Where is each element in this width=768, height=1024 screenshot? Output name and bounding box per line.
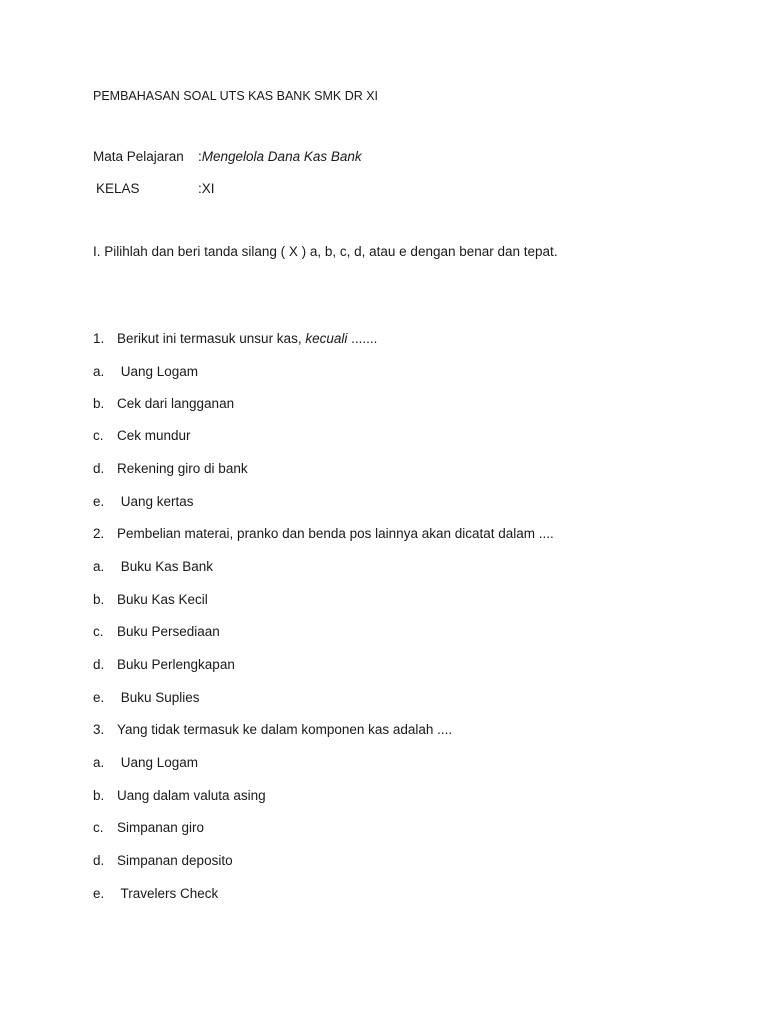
class-colon: : <box>198 181 202 196</box>
option-3c <box>93 820 204 836</box>
option-1d <box>93 461 248 477</box>
option-3a <box>93 755 198 771</box>
option-letter: c. <box>93 428 104 443</box>
option-text: Buku Persediaan <box>117 624 220 639</box>
option-letter: d. <box>93 853 105 868</box>
question-text: Pembelian materai, pranko dan benda pos lainnya akan dicatat dalam .... <box>117 526 554 541</box>
option-text: Simpanan giro <box>117 820 205 835</box>
option-1e <box>93 494 194 510</box>
question-text-italic: kecuali <box>305 331 348 346</box>
option-2e <box>93 690 200 706</box>
option-3b <box>93 788 266 804</box>
option-text: Cek mundur <box>117 428 191 443</box>
option-text: Uang Logam <box>117 755 199 770</box>
class-label: KELAS <box>96 181 140 196</box>
option-text: Uang Logam <box>117 364 199 379</box>
option-2d <box>93 657 235 673</box>
subject-value: Mengelola Dana Kas Bank <box>201 149 362 164</box>
option-text: Buku Perlengkapan <box>117 657 235 672</box>
option-letter: c. <box>93 820 104 835</box>
class-row <box>96 181 215 197</box>
class-value: XI <box>201 181 215 196</box>
instruction-text: I. Pilihlah dan beri tanda silang ( X ) a, b, c, d, atau e dengan benar dan tepat. <box>93 244 558 259</box>
question-number: 2. <box>93 526 105 541</box>
option-text: Buku Kas Kecil <box>117 592 208 607</box>
option-letter: d. <box>93 461 105 476</box>
question-text: Yang tidak termasuk ke dalam komponen kas adalah .... <box>117 722 453 737</box>
option-text: Cek dari langganan <box>117 396 235 411</box>
question-text-tail: ....... <box>347 331 378 346</box>
option-letter: e. <box>93 494 105 509</box>
option-text: Rekening giro di bank <box>117 461 248 476</box>
option-letter: a. <box>93 559 105 574</box>
option-letter: d. <box>93 657 105 672</box>
question-2 <box>93 526 554 542</box>
option-3e <box>93 886 218 902</box>
subject-colon: : <box>198 149 202 164</box>
option-letter: e. <box>93 886 105 901</box>
option-2c <box>93 624 220 640</box>
option-text: Uang kertas <box>117 494 194 509</box>
subject-row <box>93 149 362 165</box>
option-text: Buku Kas Bank <box>117 559 214 574</box>
question-1 <box>93 331 377 347</box>
question-3 <box>93 722 452 738</box>
option-letter: b. <box>93 396 105 411</box>
option-text: Travelers Check <box>117 886 219 901</box>
option-2a <box>93 559 213 575</box>
option-letter: e. <box>93 690 105 705</box>
question-number: 3. <box>93 722 105 737</box>
subject-label: Mata Pelajaran <box>93 149 184 164</box>
question-text: Berikut ini termasuk unsur kas, <box>117 331 306 346</box>
option-text: Uang dalam valuta asing <box>117 788 266 803</box>
option-text: Buku Suplies <box>117 690 200 705</box>
option-2b <box>93 592 208 608</box>
option-3d <box>93 853 233 869</box>
option-1b <box>93 396 234 412</box>
option-1a <box>93 364 198 380</box>
option-text: Simpanan deposito <box>117 853 233 868</box>
document-title: PEMBAHASAN SOAL UTS KAS BANK SMK DR XI <box>93 89 379 103</box>
option-letter: c. <box>93 624 104 639</box>
option-letter: b. <box>93 788 105 803</box>
option-letter: b. <box>93 592 105 607</box>
option-letter: a. <box>93 364 105 379</box>
question-number: 1. <box>93 331 105 346</box>
option-letter: a. <box>93 755 105 770</box>
option-1c <box>93 428 191 444</box>
